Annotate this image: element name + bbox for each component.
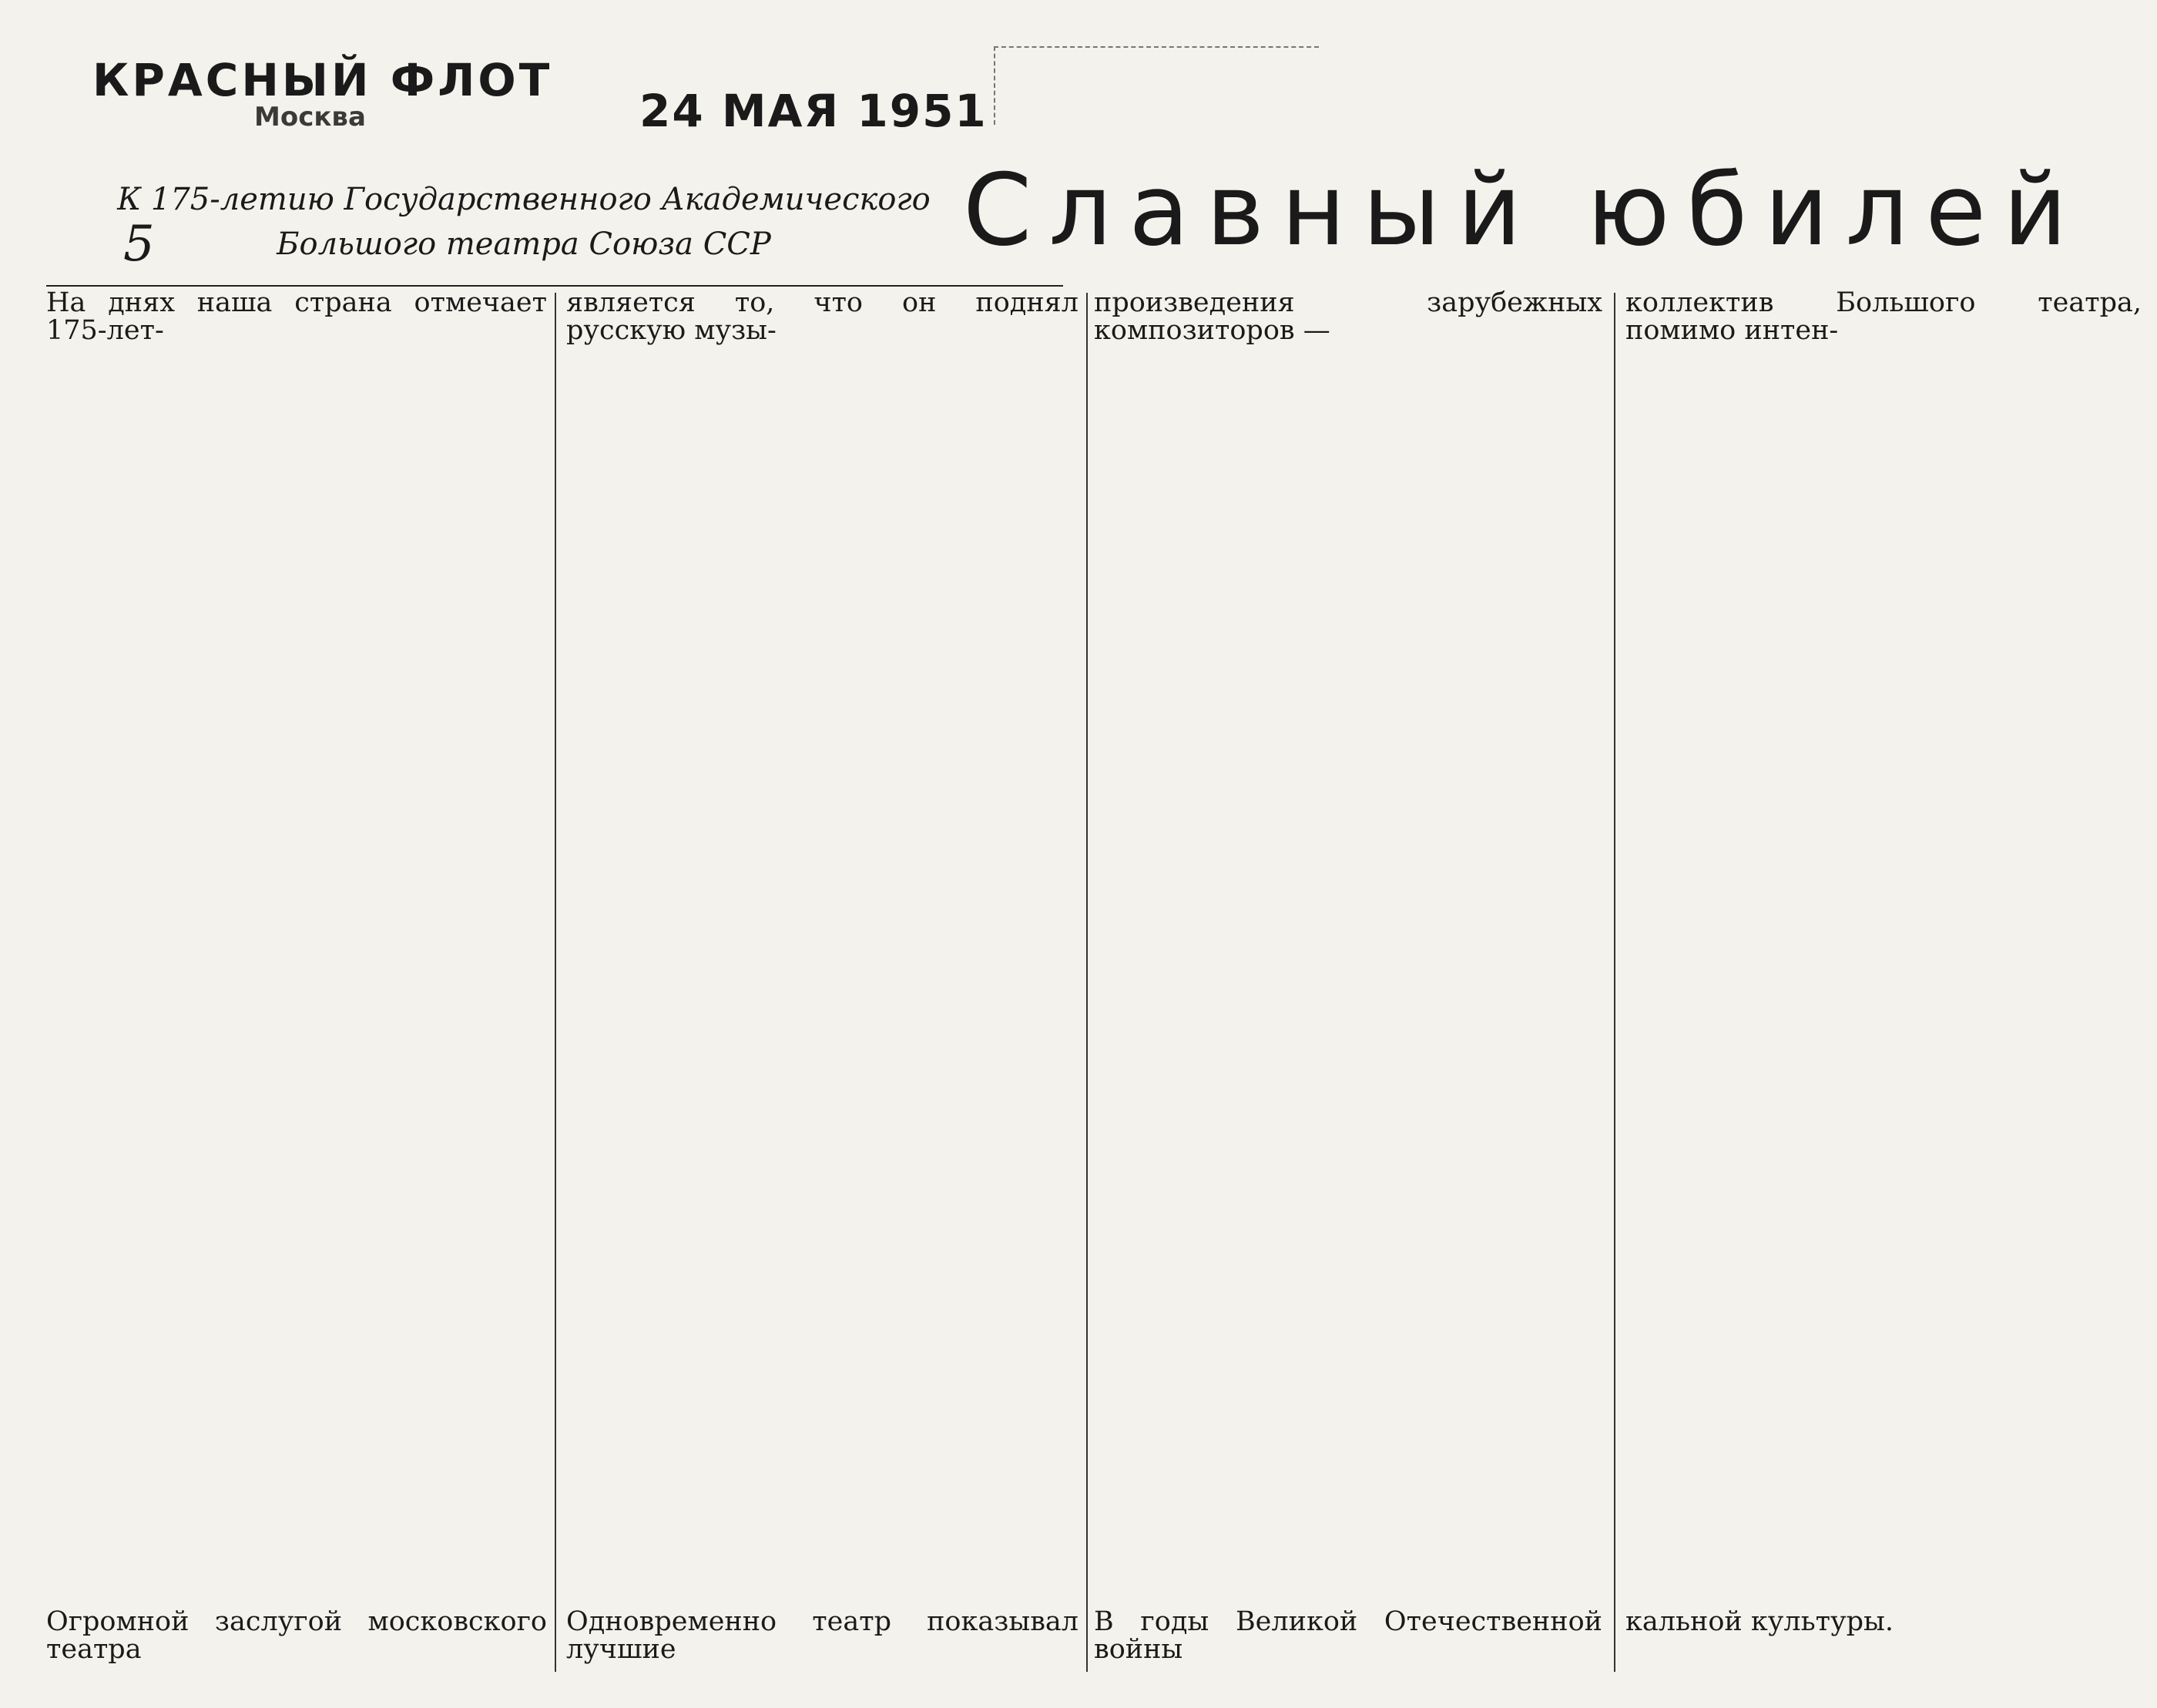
column-3-body bbox=[1094, 344, 1602, 1608]
column-divider-1 bbox=[555, 293, 556, 1672]
article-headline: Славный юбилей bbox=[963, 153, 2085, 268]
article-column-3 bbox=[1094, 289, 1602, 1663]
column-1-body bbox=[46, 344, 547, 1608]
column-2-first-line: является то, что он поднял русскую музы- bbox=[566, 287, 1078, 346]
masthead bbox=[92, 54, 552, 133]
handwritten-mark: 5 bbox=[123, 216, 155, 273]
kicker-line-2: Большого театра Союза ССР bbox=[277, 227, 771, 262]
kicker-line-1: К 175-летию Государственного Академического bbox=[117, 182, 931, 217]
corner-marks bbox=[994, 46, 1319, 125]
newspaper-city: Москва bbox=[254, 102, 366, 133]
column-4-last-line: кальной культуры. bbox=[1625, 1606, 1894, 1637]
column-4-body bbox=[1625, 344, 2142, 1608]
column-1-first-line: На днях наша страна отмечает 175-лет- bbox=[46, 287, 547, 346]
newspaper-name: КРАСНЫЙ ФЛОТ bbox=[92, 54, 553, 106]
column-3-last-line: В годы Великой Отечественной войны bbox=[1094, 1606, 1602, 1665]
column-3-first-line: произведения зарубежных композиторов — bbox=[1094, 287, 1602, 346]
column-2-last-line: Одновременно театр показывал лучшие bbox=[566, 1606, 1078, 1665]
article-column-4 bbox=[1625, 289, 2142, 1636]
date-stamp: 24 МАЯ 1951 bbox=[639, 85, 988, 137]
article-column-2 bbox=[566, 289, 1078, 1663]
article-kicker bbox=[116, 177, 932, 267]
column-divider-2 bbox=[1086, 293, 1088, 1672]
column-1-last-line: Огромной заслугой московского театра bbox=[46, 1606, 547, 1665]
article-column-1 bbox=[46, 289, 547, 1663]
column-4-first-line: коллектив Большого театра, помимо интен- bbox=[1625, 287, 2142, 346]
column-2-body bbox=[566, 344, 1078, 1608]
header-rule-left bbox=[46, 285, 1063, 287]
column-divider-3 bbox=[1614, 293, 1615, 1672]
